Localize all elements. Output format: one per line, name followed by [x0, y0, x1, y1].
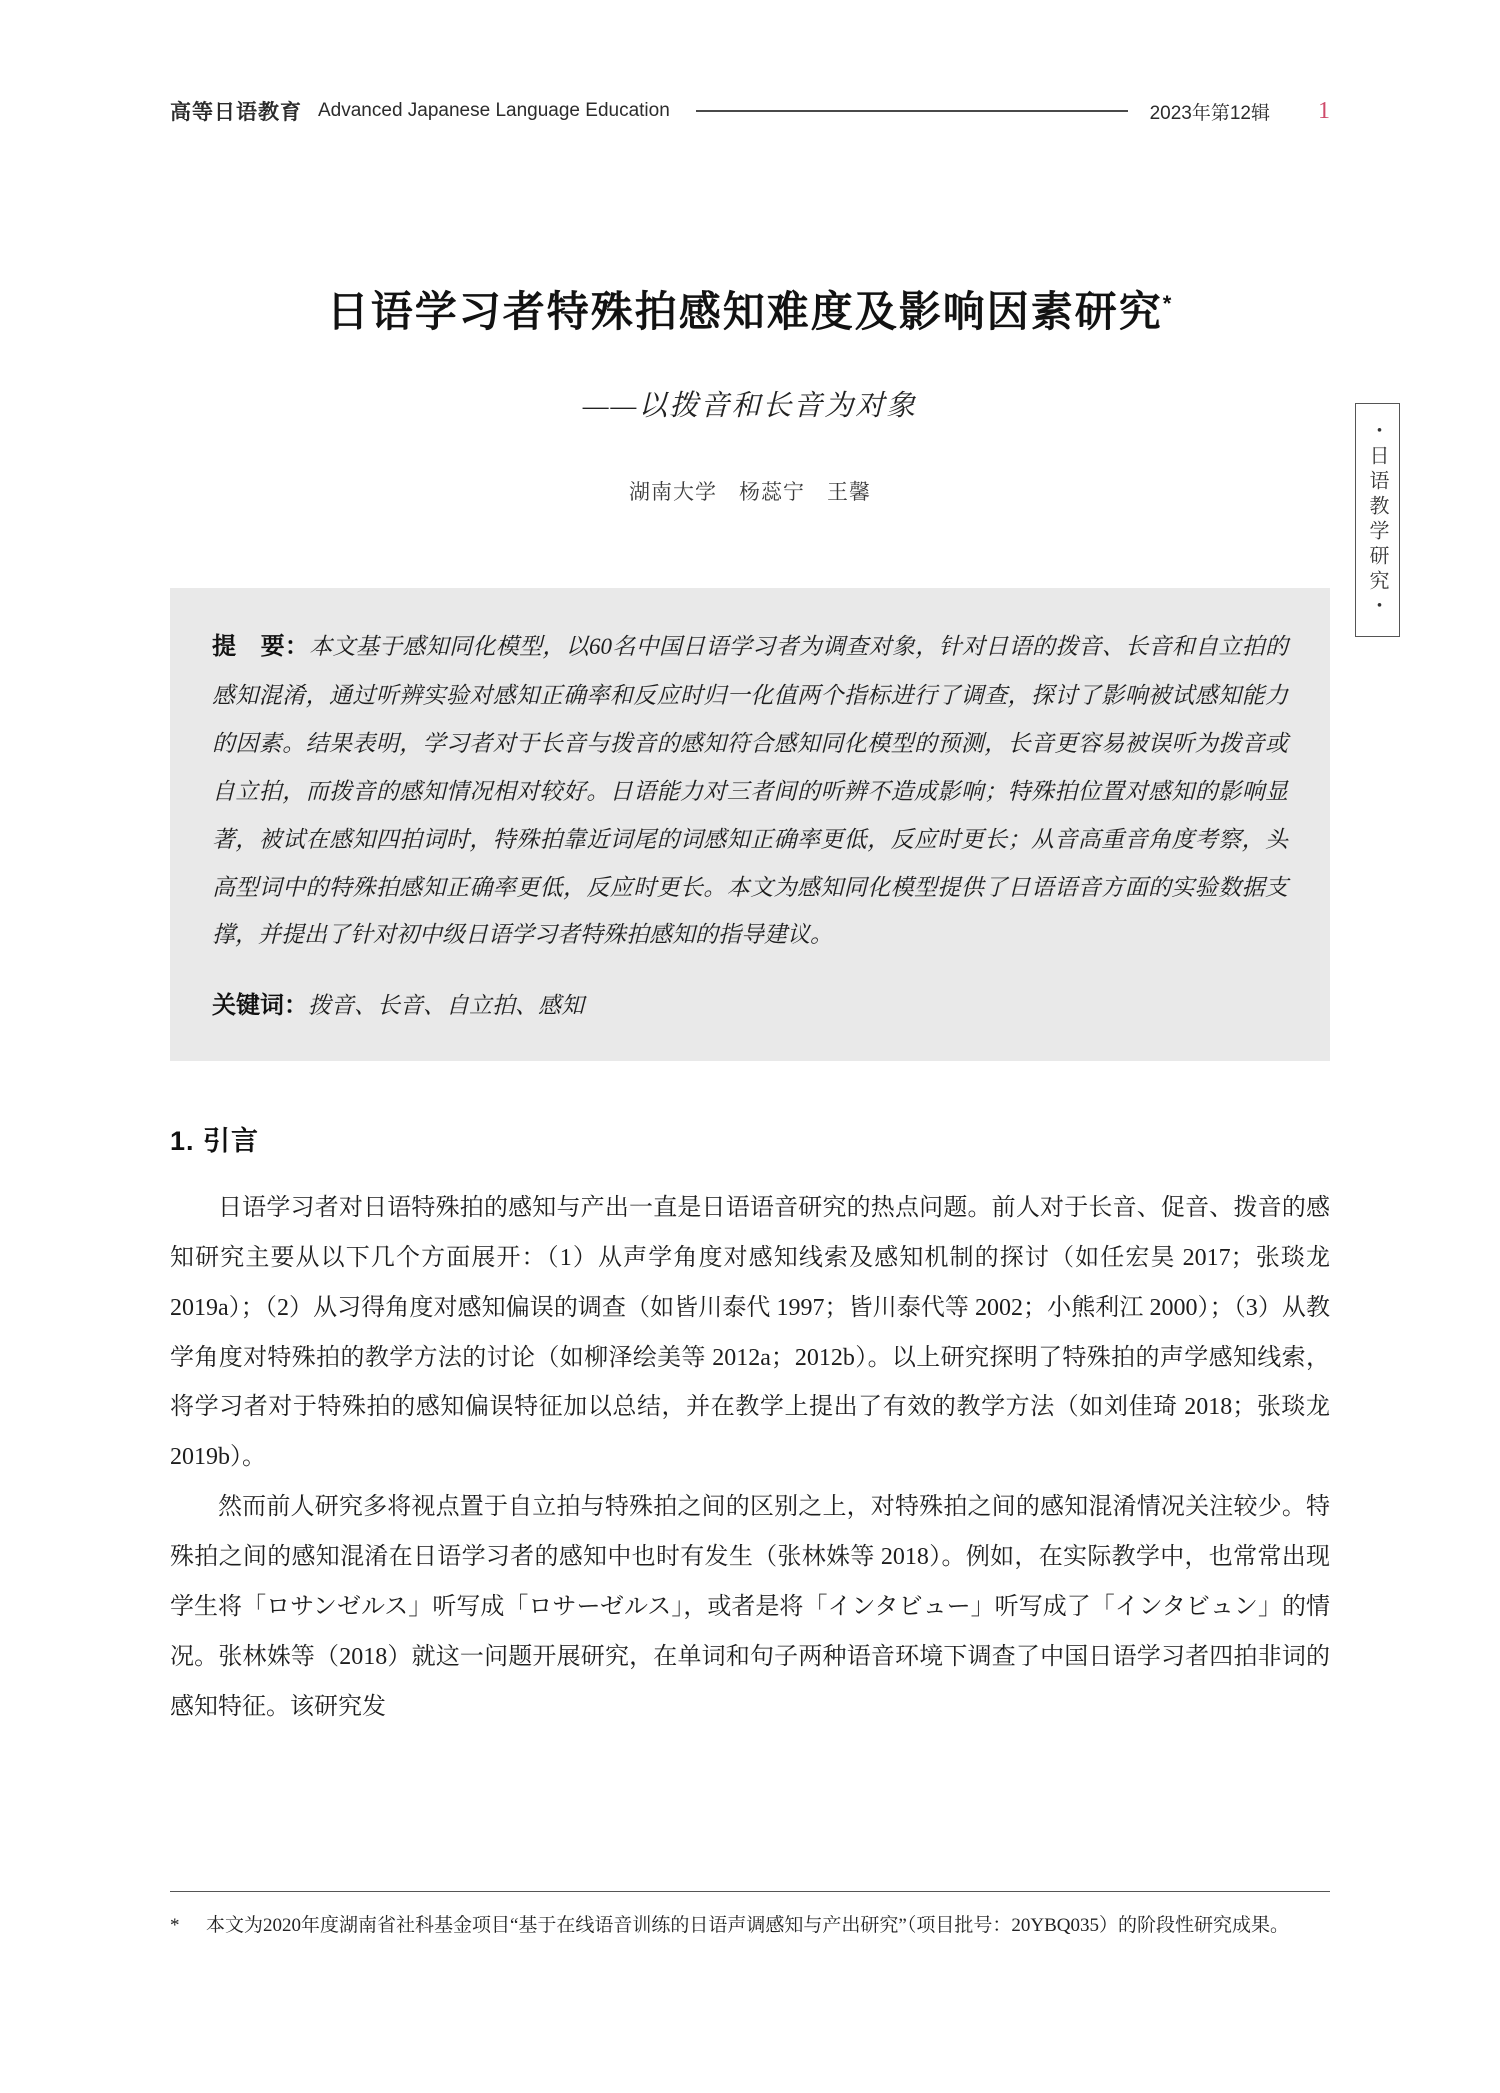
header-rule — [696, 110, 1128, 112]
title-footnote-marker: * — [1162, 291, 1174, 316]
footnote-marker: * — [170, 1914, 180, 1936]
keywords-line — [212, 983, 1288, 1029]
journal-title-cn: 高等日语教育 — [170, 101, 302, 124]
body-copy — [170, 1184, 1330, 1733]
abstract-label: 提 要： — [212, 633, 310, 661]
article-subtitle: ——以拨音和长音为对象 — [582, 390, 918, 423]
page-number: 1 — [1318, 97, 1330, 124]
abstract-box — [170, 588, 1330, 1060]
author-byline: 湖南大学 杨蕊宁 王馨 — [629, 481, 871, 505]
article-title — [170, 287, 1330, 337]
footnote-row — [170, 1908, 1330, 1943]
category-side-tab: ・日语教学研究・ — [1355, 403, 1400, 637]
journal-title-en: Advanced Japanese Language Education — [318, 100, 670, 121]
keywords-label: 关键词： — [212, 992, 308, 1020]
issue-label: 2023年第12辑 — [1149, 102, 1270, 124]
abstract-paragraph — [212, 622, 1288, 959]
keywords-text: 拨音、长音、自立拍、感知 — [308, 993, 584, 1019]
abstract-text: 本文基于感知同化模型，以60名中国日语学习者为调查对象，针对日语的拨音、长音和自立拍的感知混淆，通过听辨实验对感知正确率和反应时归一化值两个指标进行了调查，探讨了影响被试感知能力的因素。结果表明，学习者对于长音与拨音的感知符合感知同化模型的预测，长音更容易被误听为拨音或自立拍，而拨音的感知情况相对较好。日语能力对三者间的听辨不造成影响；特殊拍位置对感知的影响显著，被试在感知四拍词时，特殊拍靠近词尾的词感知正确率更低，反应时更长；从音高重音角度考察，头高型词中的特殊拍感知正确率更低，反应时更长。本文为感知同化模型提供了日语语音方面的实验数据支撑，并提出了针对初中级日语学习者特殊拍感知的指导建议。 — [212, 634, 1289, 948]
body-paragraph-1: 日语学习者对日语特殊拍的感知与产出一直是日语语音研究的热点问题。前人对于长音、促音、拨音的感知研究主要从以下几个方面展开：（1）从声学角度对感知线索及感知机制的探讨（如任宏昊 2017；张琰龙 2019a）；（2）从习得角度对感知偏误的调查（如皆川泰代 1997；皆川泰代等 2002；小熊利江 2000）；（3）从教学角度对特殊拍的教学方法的讨论（如柳泽绘美等 2012a；2012b）。以上研究探明了特殊拍的声学感知线索，将学习者对于特殊拍的感知偏误特征加以总结，并在教学上提出了有效的教学方法（如刘佳琦 2018；张琰龙 2019b）。 — [170, 1194, 1330, 1471]
footnote-text: 本文为2020年度湖南省社科基金项目“基于在线语音训练的日语声调感知与产出研究”（项目批号：20YBQ035）的阶段性研究成果。 — [206, 1914, 1289, 1936]
article-title-text: 日语学习者特殊拍感知难度及影响因素研究 — [326, 288, 1163, 335]
running-head — [170, 95, 1330, 127]
section-heading-introduction: 1. 引言 — [170, 1125, 260, 1156]
body-paragraph-2: 然而前人研究多将视点置于自立拍与特殊拍之间的区别之上，对特殊拍之间的感知混淆情况关注较少。特殊拍之间的感知混淆在日语学习者的感知中也时有发生（张林姝等 2018）。例如，在实际教学中，也常常出现学生将「ロサンゼルス」听写成「ロサーゼルス」，或者是将「インタビュー」听写成了「インタビュン」的情况。张林姝等（2018）就这一问题开展研究，在单词和句子两种语音环境下调查了中国日语学习者四拍非词的感知特征。该研究发 — [170, 1494, 1330, 1720]
footnote-block — [170, 1891, 1330, 1943]
